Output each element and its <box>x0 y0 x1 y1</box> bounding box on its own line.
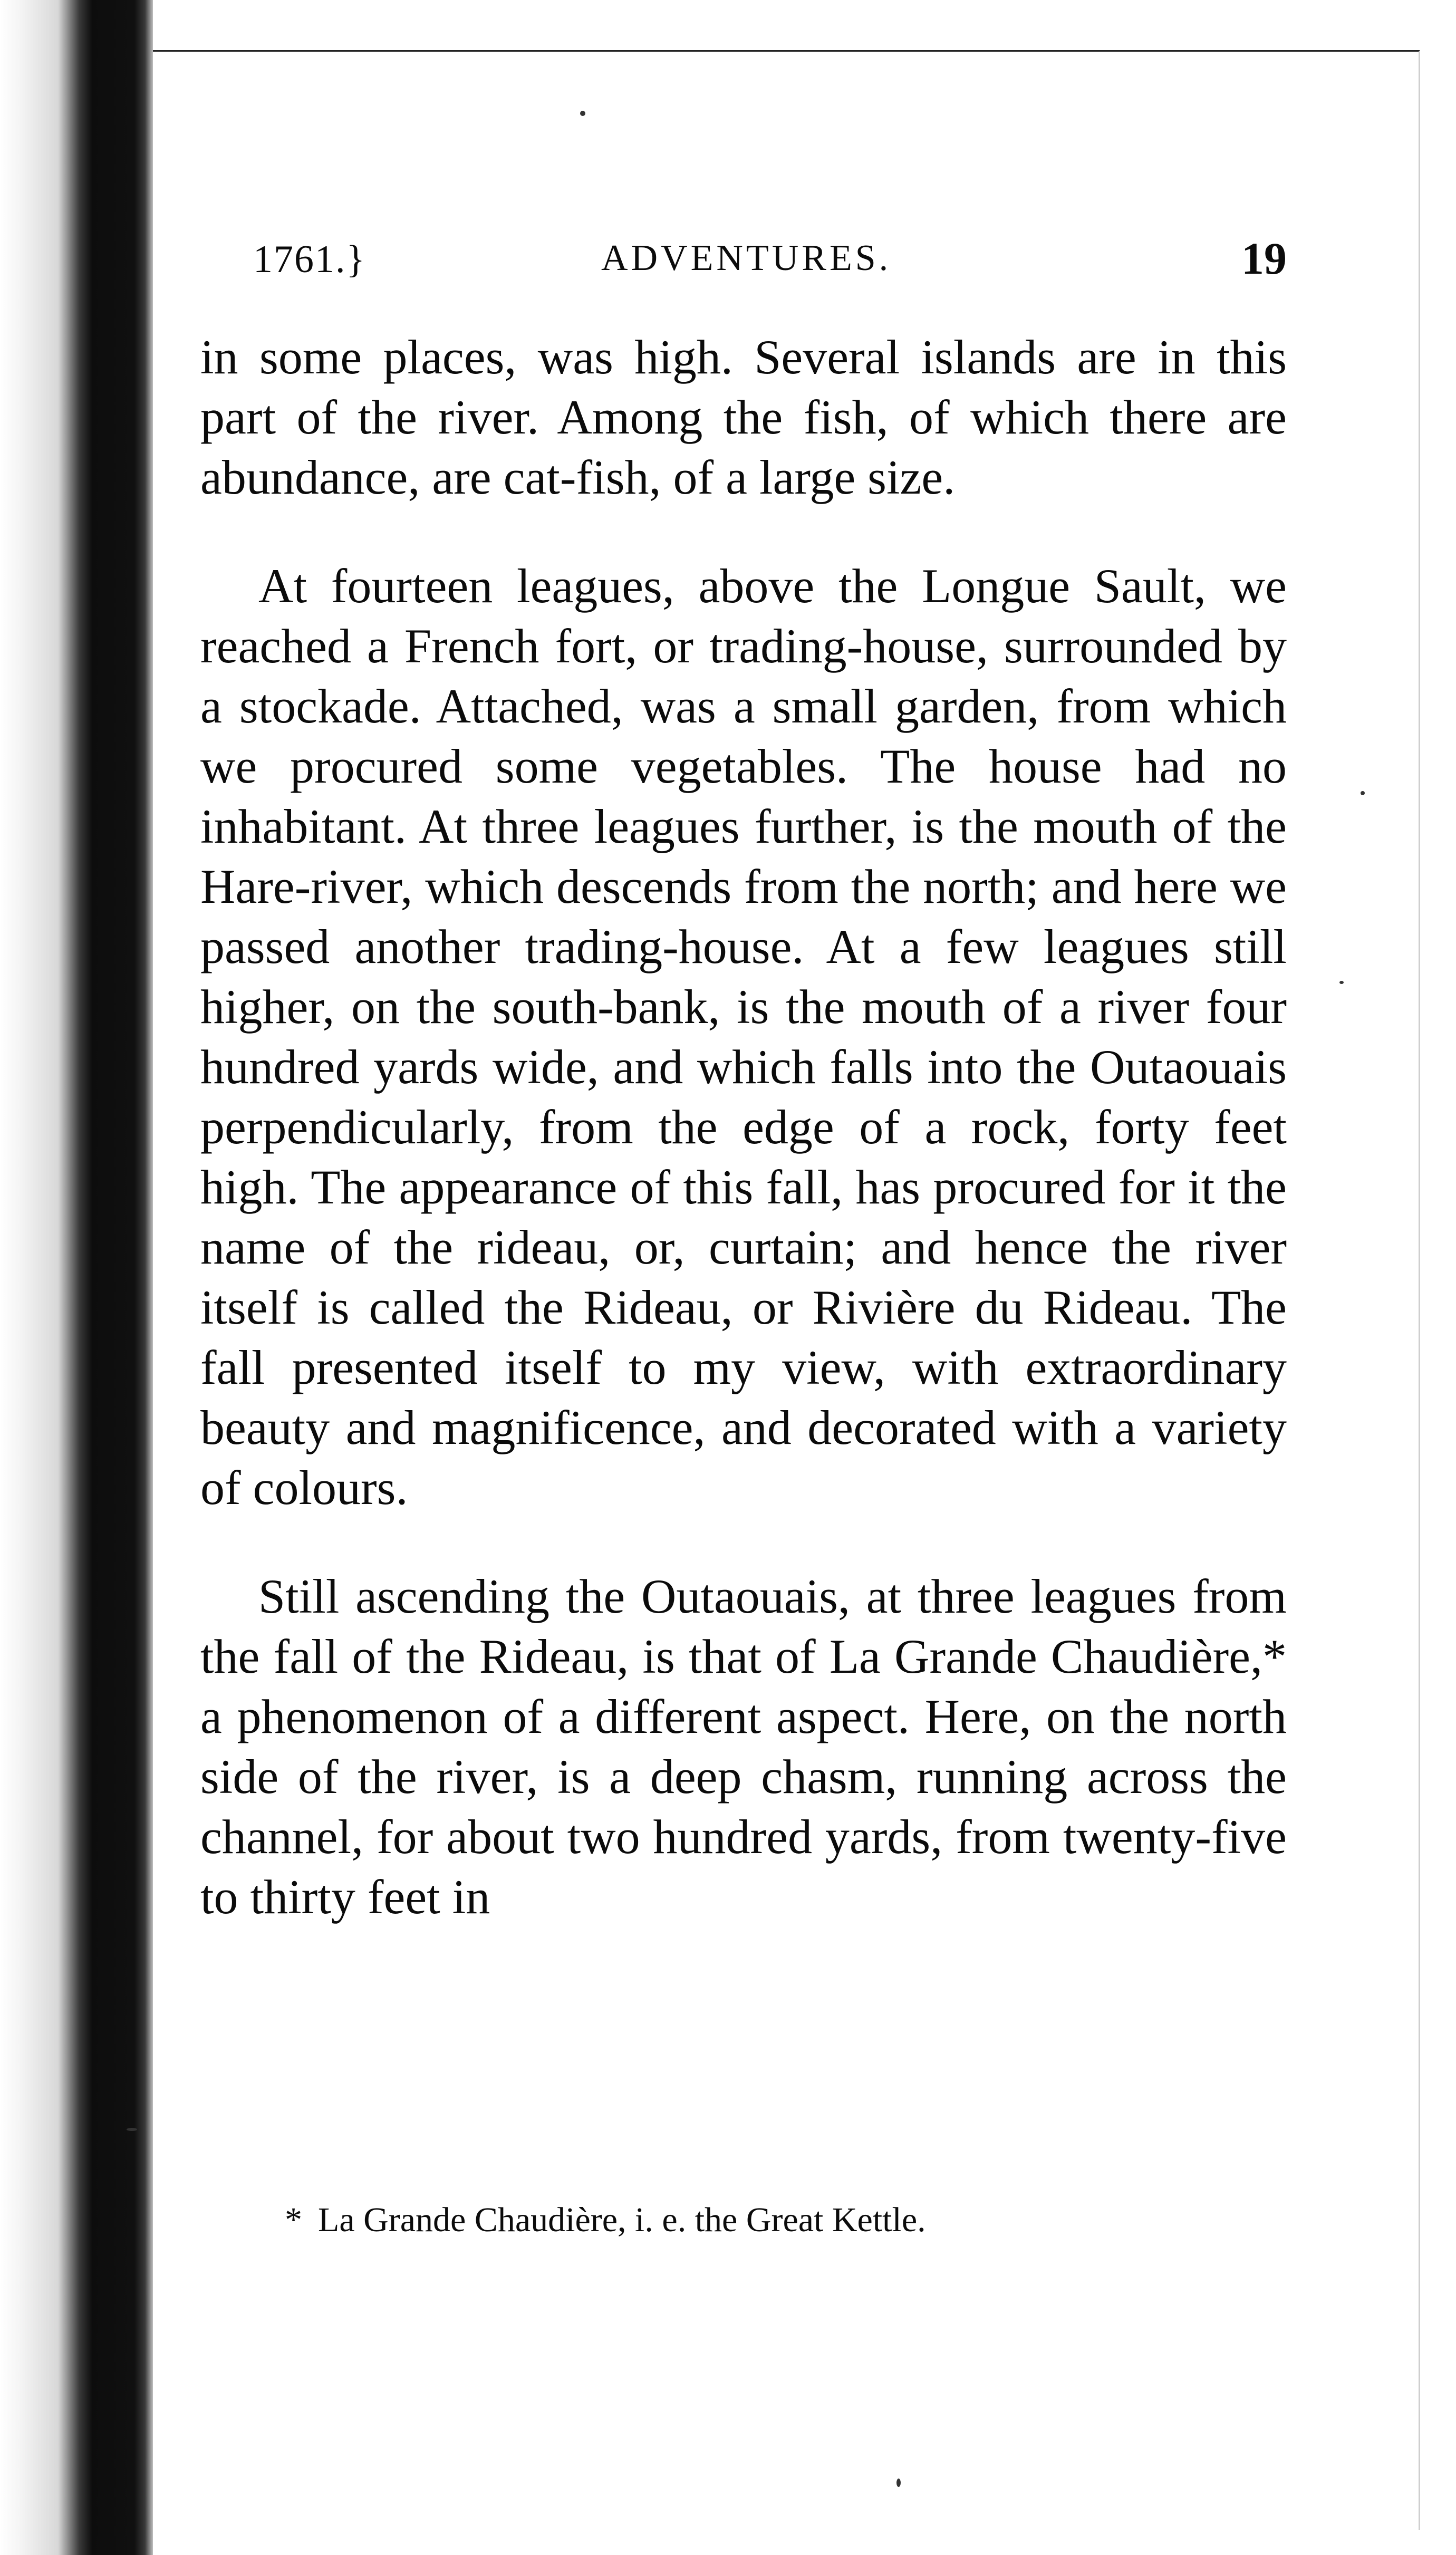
scan-speck <box>1339 981 1344 984</box>
running-head-title: ADVENTURES. <box>601 238 892 278</box>
running-head-year: 1761.} <box>253 238 367 281</box>
footnote-text: La Grande Chaudière, i. e. the Great Kettle. <box>318 2201 926 2239</box>
footnote-mark: * <box>285 2201 302 2239</box>
paragraph-2: At fourteen leagues, above the Longue Sault, we reached a French fort, or trading-house, surrounded by a stockade. Attached, was a small garden, from which we procured some vegetables. The house had no inhabitant. At three leagues further, is the mouth of the Hare-river, which descends from the north; and here we passed another trading-house. At a few leagues still higher, on the south-bank, is the mouth of a river four hundred yards wide, and which falls into the Outaouais perpendicularly, from the edge of a rock, forty feet high. The appearance of this fall, has procured for it the name of the rideau, or, curtain; and hence the river itself is called the Rideau, or Rivière du Rideau. The fall presented itself to my view, with extraordinary beauty and magnificence, and decorated with a variety of colours. <box>200 559 1287 1515</box>
footnote <box>285 2196 1234 2244</box>
paragraph-3: Still ascending the Outaouais, at three leagues from the fall of the Rideau, is that of La Grande Chaudière,* a phenomenon of a different aspect. Here, on the north side of the river, is a deep chasm, running across the channel, for about two hundred yards, from twenty-five to thirty feet in <box>200 1569 1287 1924</box>
paragraph-1: in some places, was high. Several islands are in this part of the river. Among the fish, of which there are abundance, are cat-fish, of a large size. <box>200 330 1287 504</box>
body-text <box>200 327 1287 1927</box>
running-head <box>243 232 1287 290</box>
book-binding-edge <box>0 0 153 2555</box>
scan-speck <box>896 2479 901 2487</box>
page-number: 19 <box>1241 233 1287 284</box>
scan-speck <box>1361 791 1365 795</box>
scan-speck <box>127 2128 137 2131</box>
scan-speck <box>580 111 585 116</box>
